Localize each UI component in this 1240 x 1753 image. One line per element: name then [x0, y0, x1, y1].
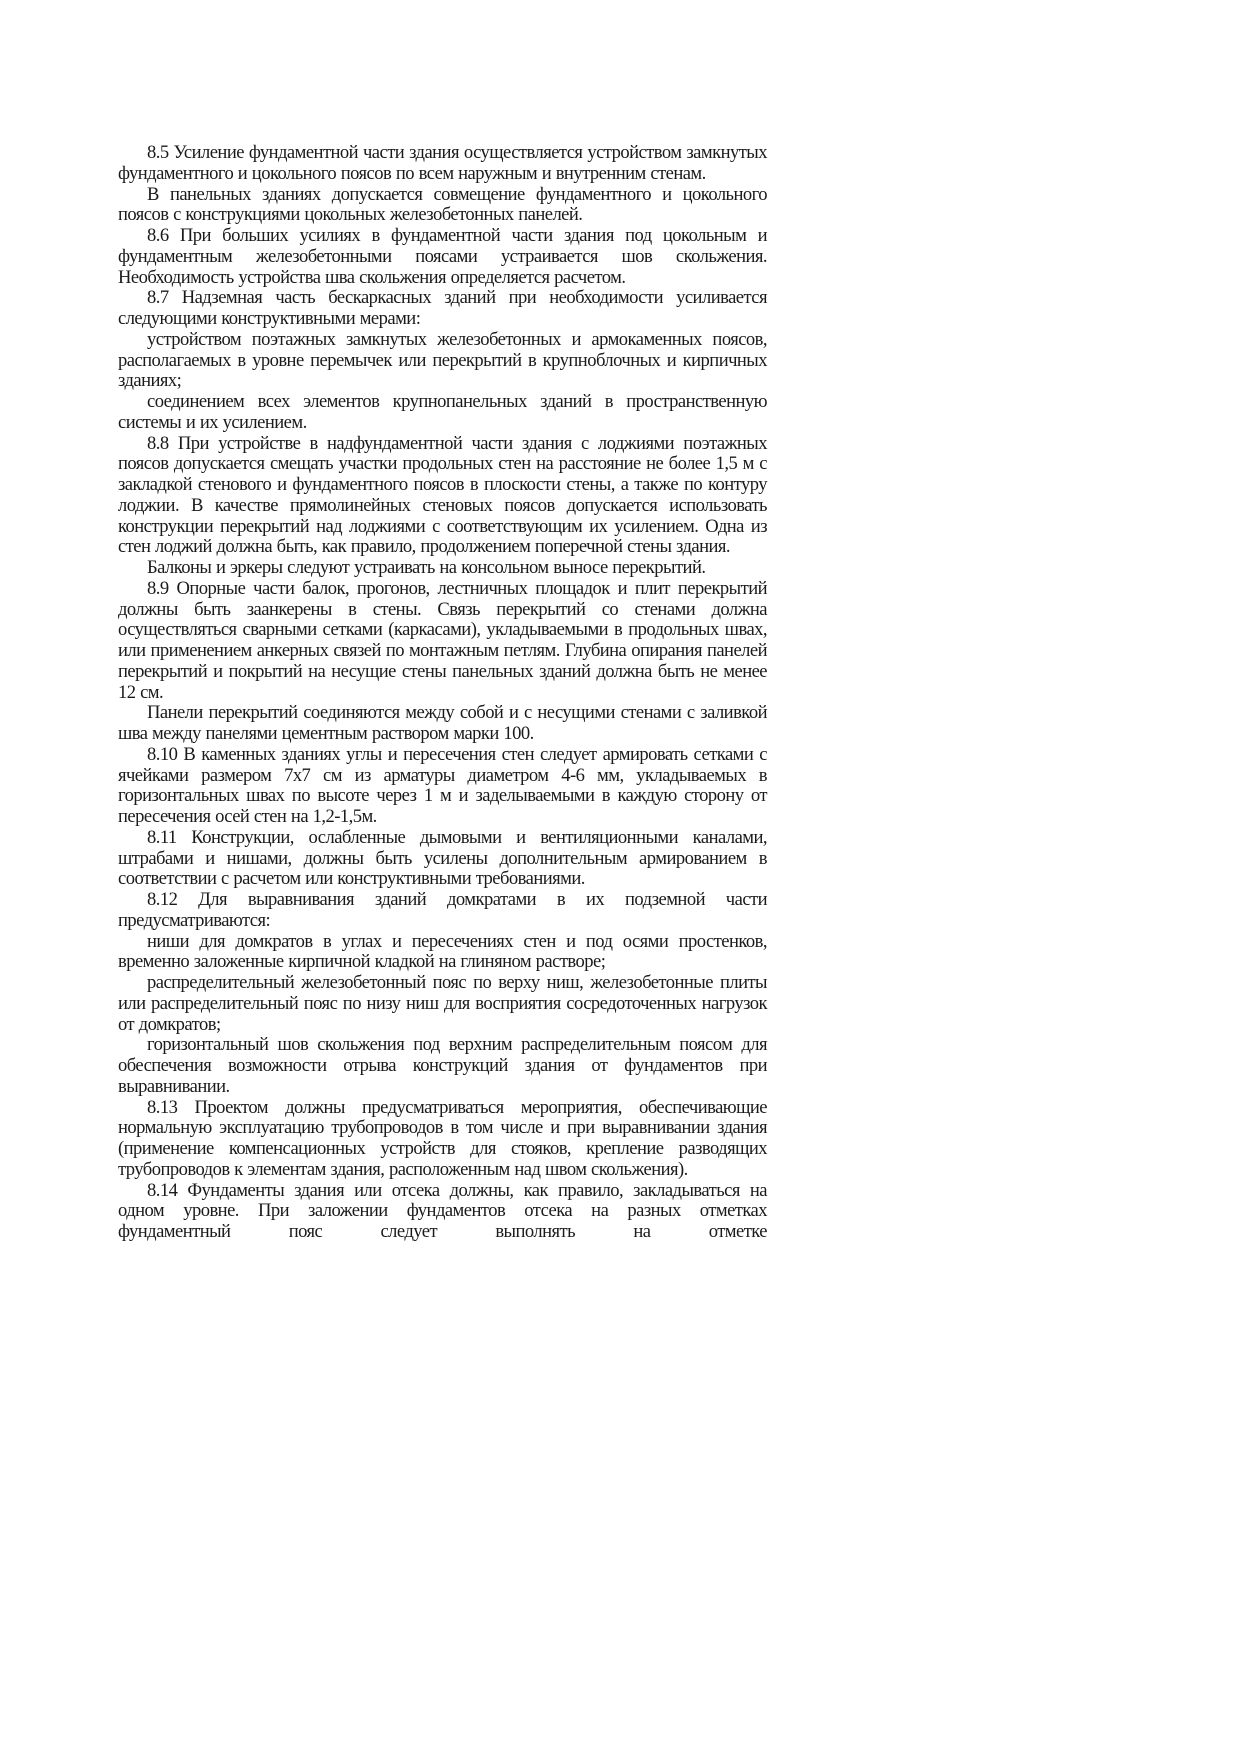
document-page	[118, 143, 767, 1243]
paragraph-floor-panels: Панели перекрытий соединяются между собой и с несущими стенами с заливкой шва между панелями цементным раствором марки 100.	[118, 702, 767, 744]
paragraph-8-5: 8.5 Усиление фундаментной части здания осуществляется устройством замкнутых фундаментного и цокольного поясов по всем наружным и внутренним стенам.	[118, 142, 767, 184]
paragraph-8-8: 8.8 При устройстве в надфундаментной части здания с лоджиями поэтажных поясов допускается смещать участки продольных стен на расстояние не более 1,5 м с закладкой стенового и фундаментного поясов в плоскости стены, а также по контуру лоджии. В качестве прямолинейных стеновых поясов допускается использовать конструкции перекрытий над лоджиями с соответствующим их усилением. Одна из стен лоджий должна быть, как правило, продолжением поперечной стены здания.	[118, 432, 767, 558]
paragraph-balconies: Балконы и эркеры следуют устраивать на консольном выносе перекрытий.	[147, 557, 706, 578]
paragraph-8-6: 8.6 При больших усилиях в фундаментной части здания под цокольным и фундаментным железобетонными поясами устраивается шов скольжения. Необходимость устройства шва скольжения определяется расчетом.	[118, 225, 767, 288]
paragraph-8-13: 8.13 Проектом должны предусматриваться мероприятия, обеспечивающие нормальную эксплуатацию трубопроводов в том числе и при выравнивании здания (применение компенсационных устройств для стояков, крепление разводящих трубопроводов к элементам здания, расположенным над швом скольжения).	[118, 1096, 767, 1180]
paragraph-8-7-item-1: устройством поэтажных замкнутых железобетонных и армокаменных поясов, располагаемых в уровне перемычек или перекрытий в крупноблочных и кирпичных зданиях;	[118, 328, 767, 392]
paragraph-8-14: 8.14 Фундаменты здания или отсека должны, как правило, закладываться на одном уровне. При заложении фундаментов отсека на разных отметках фундаментный пояс следует выполнять на отметке	[118, 1179, 767, 1242]
paragraph-8-12-item-3: горизонтальный шов скольжения под верхним распределительным поясом для обеспечения возможности отрыва конструкций здания от фундаментов при выравнивании.	[118, 1034, 767, 1097]
paragraph-8-12-item-2: распределительный железобетонный пояс по верху ниш, железобетонные плиты или распределительный пояс по низу ниш для восприятия сосредоточенных нагрузок от домкратов;	[118, 972, 767, 1035]
paragraph-8-11: 8.11 Конструкции, ослабленные дымовыми и вентиляционными каналами, штрабами и нишами, должны быть усилены дополнительным армированием в соответствии с расчетом или конструктивными требованиями.	[118, 826, 767, 890]
paragraph-8-7-item-2: соединением всех элементов крупнопанельных зданий в пространственную системы и их усилением.	[118, 391, 767, 433]
paragraph-8-7: 8.7 Надземная часть бескаркасных зданий при необходимости усиливается следующими конструктивными мерами:	[118, 287, 767, 329]
paragraph-8-9: 8.9 Опорные части балок, прогонов, лестничных площадок и плит перекрытий должны быть заанкерены в стены. Связь перекрытий со стенами должна осуществляться сварными сетками (каркасами), укладываемыми в продольных швах, или применением анкерных связей по монтажным петлям. Глубина опирания панелей перекрытий и покрытий на несущие стены панельных зданий должна быть не менее 12 см.	[118, 577, 767, 703]
paragraph-panel-buildings: В панельных зданиях допускается совмещение фундаментного и цокольного поясов с конструкциями цокольных железобетонных панелей.	[118, 183, 767, 226]
paragraph-8-10: 8.10 В каменных зданиях углы и пересечения стен следует армировать сетками с ячейками размером 7х7 см из арматуры диаметром 4-6 мм, укладываемых в горизонтальных швах по высоте через 1 м и заделываемыми в каждую сторону от пересечения осей стен на 1,2-1,5м.	[118, 743, 767, 827]
paragraph-8-12-item-1: ниши для домкратов в углах и пересечениях стен и под осями простенков, временно заложенные кирпичной кладкой на глиняном растворе;	[118, 930, 767, 973]
paragraph-8-12: 8.12 Для выравнивания зданий домкратами в их подземной части предусматриваются:	[118, 889, 767, 931]
